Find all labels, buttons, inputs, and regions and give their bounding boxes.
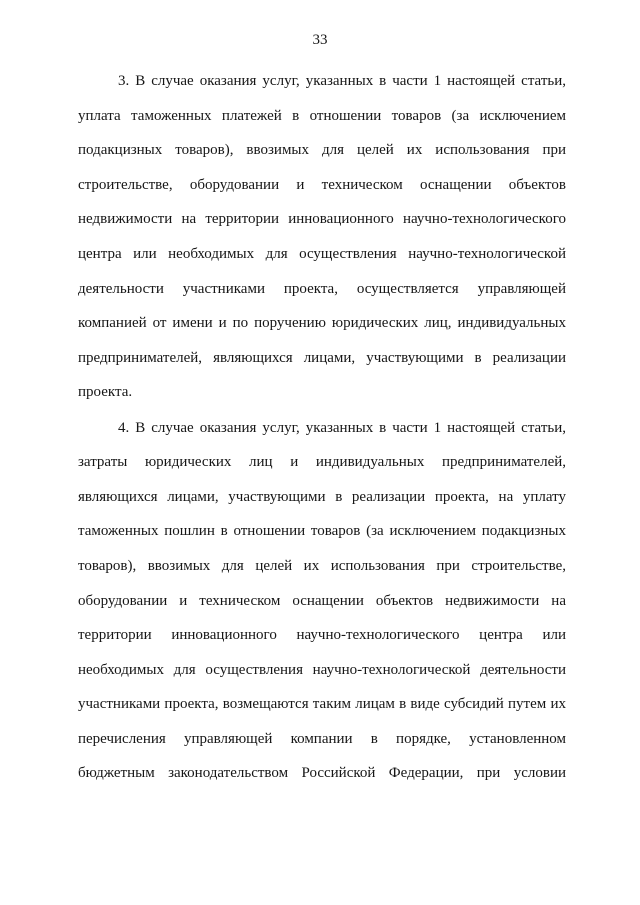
text-line: необходимых для осуществления научно-технологической деятельности: [78, 661, 566, 678]
text-line: предпринимателей, являющихся лицами, участвующими в реализации: [78, 349, 566, 366]
text-line: недвижимости на территории инновационного научно-технологического: [78, 211, 566, 228]
text-line: товаров), ввозимых для целей их использования при строительстве,: [78, 557, 566, 574]
text-line: уплата таможенных платежей в отношении товаров (за исключением: [78, 107, 566, 124]
document-body: [78, 64, 566, 791]
text-line: деятельности участниками проекта, осуществляется управляющей: [78, 280, 566, 297]
text-line: участниками проекта, возмещаются таким лицам в виде субсидий путем их: [78, 696, 566, 713]
text-line: подакцизных товаров), ввозимых для целей их использования при: [78, 142, 566, 159]
text-line: оборудовании и техническом оснащении объектов недвижимости на: [78, 592, 566, 609]
text-line: центра или необходимых для осуществления научно-технологической: [78, 245, 566, 262]
text-line: проекта.: [78, 384, 133, 401]
text-line: таможенных пошлин в отношении товаров (за исключением подакцизных: [78, 523, 566, 540]
paragraph-3: [78, 64, 566, 410]
text-line: перечисления управляющей компании в порядке, установленном: [78, 730, 566, 747]
text-line: компанией от имени и по поручению юридических лиц, индивидуальных: [78, 315, 566, 332]
text-line: затраты юридических лиц и индивидуальных предпринимателей,: [78, 454, 566, 471]
text-line: 3. В случае оказания услуг, указанных в части 1 настоящей статьи,: [118, 73, 566, 89]
text-line: строительстве, оборудовании и техническом оснащении объектов: [78, 176, 566, 193]
text-line: территории инновационного научно-технологического центра или: [78, 627, 566, 644]
paragraph-4: [78, 411, 566, 792]
text-line: 4. В случае оказания услуг, указанных в части 1 настоящей статьи,: [118, 419, 566, 436]
page-number: 33: [312, 32, 328, 48]
text-line: являющихся лицами, участвующими в реализации проекта, на уплату: [78, 488, 566, 505]
text-line: бюджетным законодательством Российской Федерации, при условии: [78, 765, 566, 782]
